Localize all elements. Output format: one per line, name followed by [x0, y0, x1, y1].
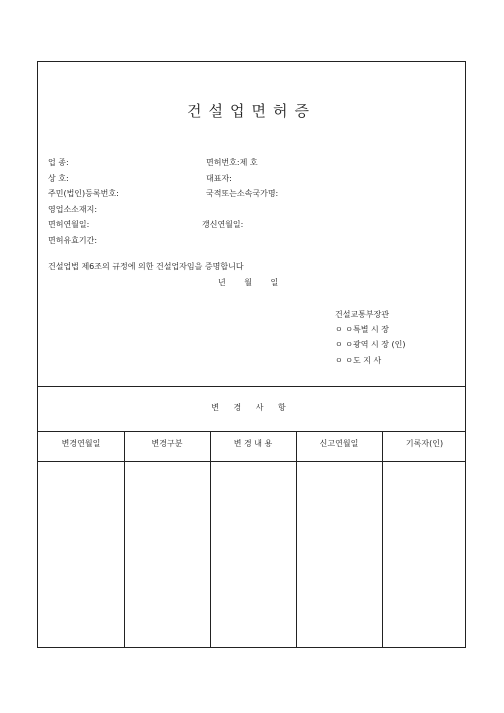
issue-date: 년 월 일: [218, 278, 279, 287]
issuer-line-3: ㅇ ㅇ광역 시 장 (인): [335, 340, 406, 349]
field-business-type: 업 종:: [48, 158, 69, 167]
declaration-text: 건설업법 제6조의 규정에 의한 건설업자임을 증명합니다: [48, 262, 244, 271]
document-title: 건설업면허증: [187, 102, 316, 120]
section-divider: [38, 386, 465, 387]
issuer-line-2: ㅇ ㅇ특별 시 장: [335, 325, 389, 334]
column-divider: [382, 431, 383, 647]
field-office-address: 영업소소재지:: [48, 205, 98, 214]
field-license-no: 면허번호:제 호: [206, 158, 258, 167]
column-divider: [210, 431, 211, 647]
field-resident-no: 주민(법인)등록번호:: [48, 189, 119, 198]
column-divider: [124, 431, 125, 647]
col-recorder: 기록자(인): [405, 439, 444, 448]
issuer-line-4: ㅇ ㅇ도 지 사: [335, 356, 382, 365]
changes-title: 변 경 사 항: [211, 403, 292, 412]
col-change-date: 변경연월일: [61, 439, 101, 448]
column-divider: [296, 431, 297, 647]
field-trade-name: 상 호:: [48, 174, 69, 183]
certificate-frame: [37, 61, 466, 648]
issuer-line-1: 건설교통부장관: [335, 310, 390, 319]
col-change-type: 변경구분: [151, 439, 183, 448]
field-validity-period: 면허유효기간:: [48, 236, 98, 245]
col-report-date: 신고연월일: [319, 439, 359, 448]
field-representative: 대표자:: [206, 174, 232, 183]
field-nationality: 국적또는소속국가명:: [206, 189, 279, 198]
col-change-content: 변 경 내 용: [233, 439, 273, 448]
changes-header-bottom-line: [38, 461, 465, 462]
changes-header-top-line: [38, 431, 465, 432]
field-license-date: 면허연월일:: [48, 220, 90, 229]
field-renewal-date: 갱신연월일:: [202, 220, 244, 229]
